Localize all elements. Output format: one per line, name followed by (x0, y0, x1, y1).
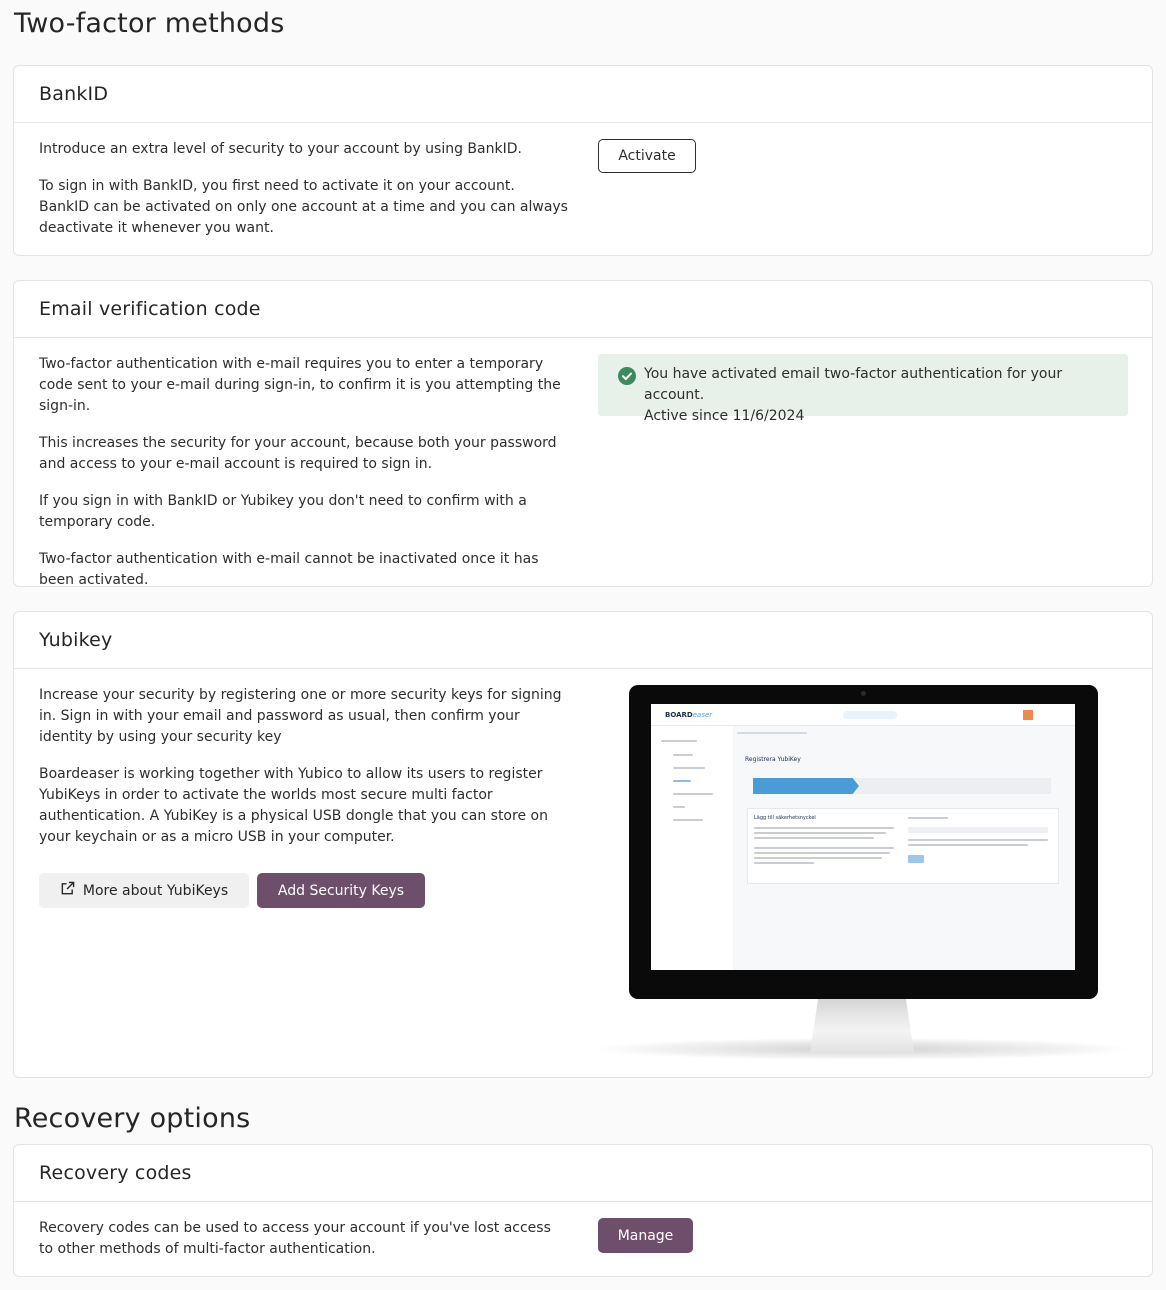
bankid-details-text: To sign in with BankID, you first need to activate it on your account. BankID can be activated on only one account at a time and you can always deactivate it whenever you want. (39, 178, 568, 236)
email-card-title: Email verification code (14, 281, 1152, 338)
two-factor-heading: Two-factor methods (14, 8, 285, 39)
screen-sidebar (651, 726, 733, 970)
more-about-yubikeys-label: More about YubiKeys (82, 882, 229, 899)
bankid-card (13, 65, 1153, 256)
email-2fa-text-3: If you sign in with BankID or Yubikey you don't need to confirm with a temporary code. (39, 493, 527, 530)
yubikey-card (13, 611, 1153, 1078)
more-about-yubikeys-button[interactable] (39, 873, 249, 908)
email-2fa-status-alert (598, 354, 1128, 424)
yubikey-text-1: Increase your security by registering one or more security keys for signing in. Sign in with your email and password as usual, then confirm your identity by using your security key (39, 687, 562, 745)
screen-logo: BOARDeaser (665, 711, 713, 719)
screen-panel (747, 808, 1059, 884)
monitor-stand (810, 997, 914, 1053)
yubikey-text-2: Boardeaser is working together with Yubico to allow its users to register YubiKeys in order to activate the worlds most secure multi factor authentication. A YubiKey is a physical USB dongle that you can store on your keychain or as a micro USB in your computer. (39, 766, 548, 845)
status-message: You have activated email two-factor authentication for your account. (644, 366, 1063, 403)
screen-stepper (753, 778, 1051, 794)
yubikey-card-title: Yubikey (14, 612, 1152, 669)
screen-topbar (651, 704, 1075, 726)
add-security-keys-button[interactable]: Add Security Keys (257, 873, 425, 908)
recovery-description (39, 1218, 569, 1276)
screen-avatar (1023, 710, 1033, 720)
bankid-intro-text: Introduce an extra level of security to your account by using BankID. (39, 141, 522, 157)
yubikey-description (39, 685, 569, 864)
recovery-heading: Recovery options (14, 1103, 251, 1134)
email-verification-card (13, 280, 1153, 587)
check-circle-icon (618, 367, 636, 385)
recovery-codes-title: Recovery codes (14, 1145, 1152, 1202)
monitor-camera (861, 691, 866, 696)
email-description (39, 354, 569, 607)
screen-search-bar (843, 711, 897, 719)
recovery-codes-text: Recovery codes can be used to access your account if you've lost access to other methods of multi-factor authentication. (39, 1220, 551, 1257)
external-link-icon (60, 881, 75, 900)
manage-recovery-codes-button[interactable]: Manage (598, 1218, 693, 1253)
email-2fa-text-2: This increases the security for your account, because both your password and access to your e-mail account is required to sign in. (39, 435, 557, 472)
bankid-card-title: BankID (14, 66, 1152, 123)
email-2fa-text-4: Two-factor authentication with e-mail cannot be inactivated once it has been activated. (39, 551, 539, 588)
status-active-since: Active since 11/6/2024 (644, 408, 805, 424)
yubikey-monitor-illustration (598, 683, 1128, 1063)
recovery-codes-card (13, 1144, 1153, 1277)
screen-heading: Registrera YubiKey (745, 756, 801, 763)
activate-bankid-button[interactable]: Activate (598, 139, 696, 173)
bankid-description (39, 139, 569, 255)
monitor-screen (651, 704, 1075, 970)
email-2fa-text-1: Two-factor authentication with e-mail requires you to enter a temporary code sent to your e-mail during sign-in, to confirm it is you attempting the sign-in. (39, 356, 561, 414)
screen-panel-heading: Lägg till säkerhetsnyckel (754, 815, 816, 821)
monitor-frame (629, 685, 1098, 999)
